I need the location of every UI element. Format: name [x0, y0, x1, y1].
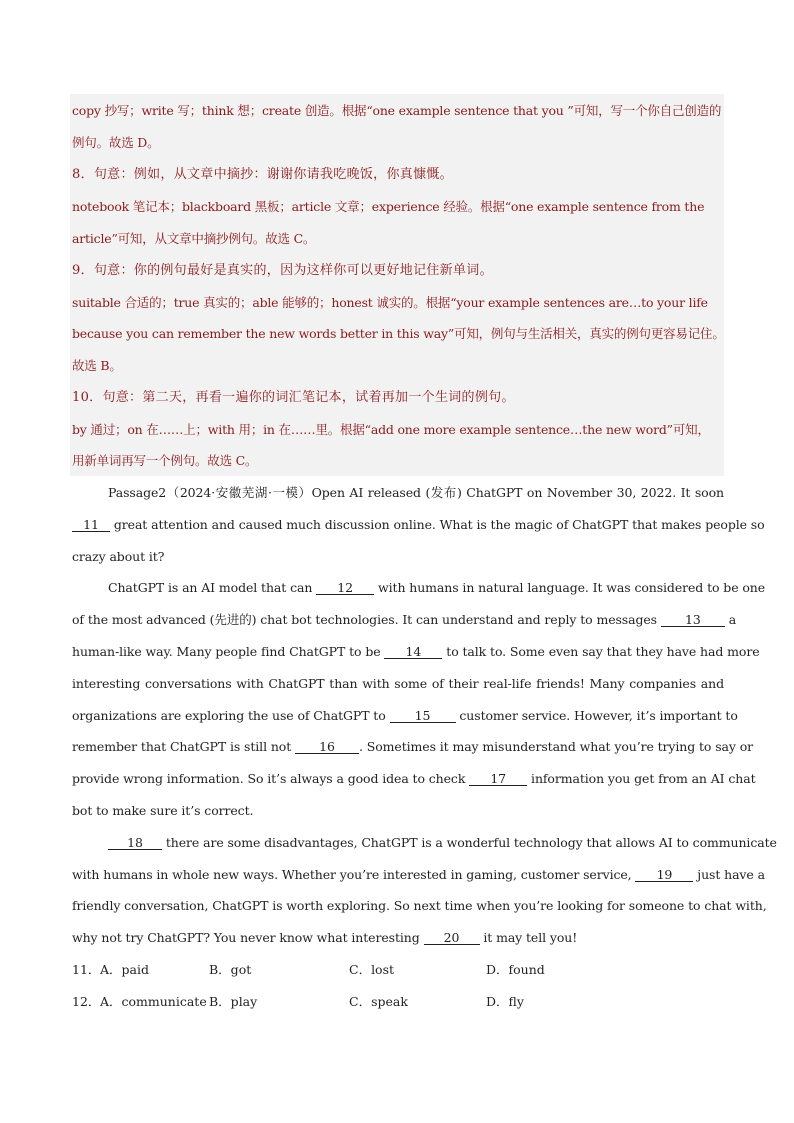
- blank-17[interactable]: 17: [469, 772, 527, 786]
- passage-line: [108, 835, 777, 851]
- passage-line: [72, 771, 756, 787]
- answer-line: 用新单词再写一个例句。故选 C。: [72, 453, 258, 468]
- passage-line: friendly conversation, ChatGPT is worth exploring. So next time when you’re looking for someone to chat with,: [72, 898, 767, 913]
- blank-19[interactable]: 19: [635, 868, 693, 882]
- passage-text: . Sometimes it may misunderstand what you’re trying to say or: [359, 739, 754, 754]
- blank-12[interactable]: 12: [316, 581, 374, 595]
- answer-explanation-box: [70, 94, 724, 476]
- passage-line: [72, 867, 765, 883]
- passage-line: [72, 612, 737, 628]
- blank-15[interactable]: 15: [390, 709, 456, 723]
- passage-text: Passage2（2024·安徽芜湖·一模）Open AI released (发布) ChatGPT on November 30, 2022. It soon: [108, 485, 724, 500]
- option-c[interactable]: C．speak: [349, 994, 408, 1009]
- option-a[interactable]: A．communicate: [100, 994, 207, 1009]
- answer-line: 故选 B。: [72, 358, 122, 373]
- blank-18[interactable]: 18: [108, 836, 162, 850]
- passage-text: a: [724, 612, 737, 627]
- answer-line: notebook 笔记本；blackboard 黑板；article 文章；experience 经验。根据“one example sentence from the: [72, 199, 705, 214]
- passage-text: human-like way. Many people find ChatGPT to be: [72, 644, 385, 659]
- passage-line: [108, 580, 766, 596]
- question-12: [72, 994, 724, 1010]
- passage-text: to talk to. Some even say that they have had more: [442, 644, 760, 659]
- blank-16[interactable]: 16: [295, 740, 359, 754]
- passage-line: bot to make sure it’s correct.: [72, 803, 254, 818]
- passage-text: remember that ChatGPT is still not: [72, 739, 296, 754]
- passage-text: customer service. However, it’s important to: [455, 708, 738, 723]
- passage-text: provide wrong information. So it’s always a good idea to check: [72, 771, 470, 786]
- answer-line: suitable 合适的；true 真实的；able 能够的；honest 诚实的。根据“your example sentences are…to your life: [72, 295, 708, 310]
- question-number: 12．: [72, 994, 101, 1009]
- option-b[interactable]: B．got: [209, 962, 252, 977]
- passage-line: [72, 708, 738, 724]
- option-d[interactable]: D．found: [486, 962, 545, 977]
- question-11: [72, 962, 724, 978]
- option-d[interactable]: D．fly: [486, 994, 524, 1009]
- passage-text: it may tell you!: [479, 930, 578, 945]
- passage-line: crazy about it?: [72, 549, 165, 564]
- passage-text: why not try ChatGPT? You never know what interesting: [72, 930, 424, 945]
- question-number: 11．: [72, 962, 101, 977]
- passage-text: ChatGPT is an AI model that can: [108, 580, 317, 595]
- answer-line: article”可知，从文章中摘抄例句。故选 C。: [72, 231, 316, 246]
- passage-text: great attention and caused much discussion online. What is the magic of ChatGPT that makes people so: [110, 517, 765, 532]
- blank-14[interactable]: 14: [384, 645, 442, 659]
- passage-text: with humans in whole new ways. Whether you’re interested in gaming, customer service,: [72, 867, 636, 882]
- option-a[interactable]: A．paid: [100, 962, 149, 977]
- answer-line: by 通过；on 在……上；with 用；in 在……里。根据“add one more example sentence…the new word”可知，: [72, 422, 710, 437]
- answer-line: because you can remember the new words better in this way”可知，例句与生活相关，真实的例句更容易记住。: [72, 326, 725, 341]
- passage-line: [72, 517, 765, 533]
- blank-11[interactable]: 11: [72, 518, 110, 532]
- passage-line: [72, 644, 760, 660]
- passage-text: information you get from an AI chat: [527, 771, 756, 786]
- answer-line: 10．句意：第二天，再看一遍你的词汇笔记本，试着再加一个生词的例句。: [72, 390, 515, 405]
- blank-13[interactable]: 13: [661, 613, 725, 627]
- blank-20[interactable]: 20: [424, 931, 480, 945]
- passage-line: [108, 485, 724, 501]
- answer-line: 8．句意：例如，从文章中摘抄：谢谢你请我吃晚饭，你真慷慨。: [72, 167, 453, 182]
- passage-text: there are some disadvantages, ChatGPT is a wonderful technology that allows AI to communicate: [162, 835, 777, 850]
- passage-line: [72, 930, 724, 946]
- passage-text: just have a: [693, 867, 765, 882]
- passage-line: interesting conversations with ChatGPT than with some of their real-life friends! Many companies and: [72, 676, 724, 691]
- passage-text: organizations are exploring the use of ChatGPT to: [72, 708, 390, 723]
- answer-line: 9．句意：你的例句最好是真实的，因为这样你可以更好地记住新单词。: [72, 263, 493, 278]
- answer-line: 例句。故选 D。: [72, 135, 160, 150]
- passage-line: [72, 739, 754, 755]
- option-b[interactable]: B．play: [209, 994, 258, 1009]
- answer-line: copy 抄写；write 写；think 想；create 创造。根据“one example sentence that you ”可知，写一个你自己创造的: [72, 103, 722, 118]
- passage-text: with humans in natural language. It was considered to be one: [374, 580, 766, 595]
- passage-text: of the most advanced (先进的) chat bot technologies. It can understand and reply to messages: [72, 612, 661, 627]
- option-c[interactable]: C．lost: [349, 962, 395, 977]
